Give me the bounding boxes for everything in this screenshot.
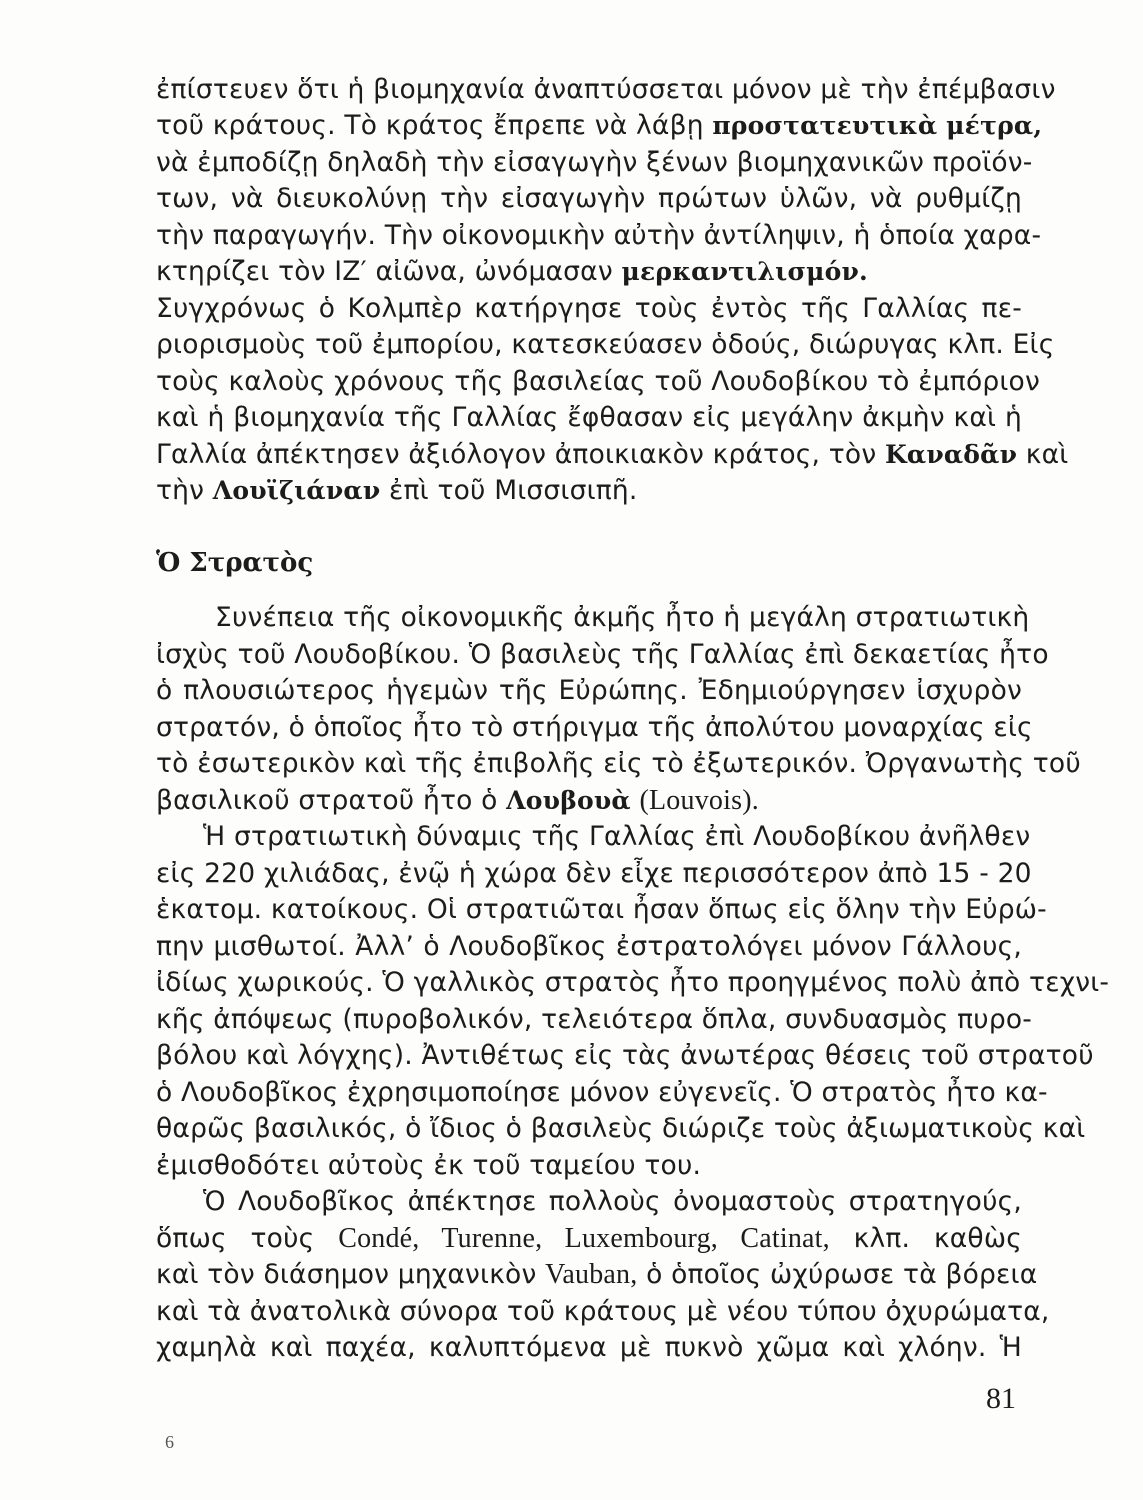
text-line: ριορισμοὺς τοῦ ἐμπορίου, κατεσκεύασεν ὁδούς, διώρυγας κλπ. Εἰς — [156, 329, 1055, 360]
text-line: κτηρίζει τὸν ΙΖ′ αἰῶνα, ὠνόμασαν μερκαντιλισμόν. — [156, 256, 868, 287]
bold-term: Λουβουὰ — [506, 786, 631, 815]
latin-term: Condé, Turenne, Luxembourg, Catinat, — [338, 1223, 830, 1254]
text-line: ἑκατομ. κατοίκους. Οἱ στρατιῶται ἦσαν ὅπως εἰς ὅλην τὴν Εὐρώ- — [156, 894, 1047, 925]
text-line: κῆς ἀπόψεως (πυροβολικόν, τελειότερα ὅπλα, συνδυασμὸς πυρο- — [156, 1004, 1033, 1035]
text-line: τὸ ἐσωτερικὸν καὶ τῆς ἐπιβολῆς εἰς τὸ ἐξωτερικόν. Ὀργανωτὴς τοῦ — [156, 748, 1081, 779]
text-line: εἰς 220 χιλιάδας, ἐνῷ ἡ χώρα δὲν εἶχε περισσότερον ἀπὸ 15 - 20 — [156, 858, 1032, 889]
text-line: ἐμισθοδότει αὐτοὺς ἐκ τοῦ ταμείου του. — [156, 1150, 702, 1181]
text-line: Συνέπεια τῆς οἰκονομικῆς ἀκμῆς ἦτο ἡ μεγάλη στρατιωτικὴ — [215, 602, 1030, 633]
bold-term: Καναδᾶν — [884, 440, 1018, 469]
text-line: βασιλικοῦ στρατοῦ ἦτο ὁ Λουβουὰ (Louvois). — [156, 785, 759, 816]
page-number: 81 — [986, 1382, 1016, 1415]
bold-term: προστατευτικὰ μέτρα, — [712, 111, 1043, 140]
text-line: θαρῶς βασιλικός, ὁ ἴδιος ὁ βασιλεὺς διώριζε τοὺς ἀξιωματικοὺς καὶ — [156, 1113, 1086, 1144]
text-line: χαμηλὰ καὶ παχέα, καλυπτόμενα μὲ πυκνὸ χῶμα καὶ χλόην. Ἡ — [156, 1332, 1022, 1363]
text-line: στρατόν, ὁ ὁποῖος ἦτο τὸ στήριγμα τῆς ἀπολύτου μοναρχίας εἰς — [156, 712, 1033, 743]
text-line: νὰ ἐμποδίζῃ δηλαδὴ τὴν εἰσαγωγὴν ξένων βιομηχανικῶν προϊόν- — [156, 147, 1033, 178]
text-line: πην μισθωτοί. Ἀλλ’ ὁ Λουδοβῖκος ἐστρατολόγει μόνον Γάλλους, — [156, 931, 1022, 962]
text-line: ἰδίως χωρικούς. Ὁ γαλλικὸς στρατὸς ἦτο προηγμένος πολὺ ἀπὸ τεχνι- — [156, 967, 1110, 998]
text-line: καὶ τὸν διάσημον μηχανικὸν Vauban, ὁ ὁποῖος ὠχύρωσε τὰ βόρεια — [156, 1259, 1038, 1290]
text-line: καὶ τὰ ἀνατολικὰ σύνορα τοῦ κράτους μὲ νέου τύπου ὀχυρώματα, — [156, 1296, 1050, 1327]
text-line: Ὁ Λουδοβῖκος ἀπέκτησε πολλοὺς ὀνομαστοὺς στρατηγούς, — [203, 1186, 1022, 1217]
text-line: τὴν παραγωγήν. Τὴν οἰκονομικὴν αὐτὴν ἀντίληψιν, ἡ ὁποία χαρα- — [156, 220, 1042, 251]
text-line: ὁ Λουδοβῖκος ἐχρησιμοποίησε μόνον εὐγενεῖς. Ὁ στρατὸς ἦτο κα- — [156, 1077, 1048, 1108]
text-line: βόλου καὶ λόγχης). Ἀντιθέτως εἰς τὰς ἀνωτέρας θέσεις τοῦ στρατοῦ — [156, 1040, 1094, 1071]
bold-term: Λουϊζιάναν — [212, 476, 381, 505]
text-line: ἐπίστευεν ὅτι ἡ βιομηχανία ἀναπτύσσεται μόνον μὲ τὴν ἐπέμβασιν — [156, 74, 1056, 105]
text-line: Γαλλία ἀπέκτησεν ἀξιόλογον ἀποικιακὸν κράτος, τὸν Καναδᾶν καὶ — [156, 439, 1069, 470]
text-line: ὅπως τοὺς Condé, Turenne, Luxembourg, Catinat, κλπ. καθὼς — [156, 1223, 1022, 1254]
latin-term: Vauban, — [545, 1259, 638, 1290]
text-line: Ἡ στρατιωτικὴ δύναμις τῆς Γαλλίας ἐπὶ Λουδοβίκου ἀνῆλθεν — [203, 821, 1031, 852]
bold-term: μερκαντιλισμόν. — [621, 257, 868, 286]
latin-term: (Louvois). — [639, 785, 759, 816]
section-heading: Ὁ Στρατὸς — [156, 548, 314, 578]
text-line: τοῦ κράτους. Τὸ κράτος ἔπρεπε νὰ λάβῃ προστατευτικὰ μέτρα, — [156, 110, 1043, 141]
signature-mark: 6 — [165, 1432, 174, 1452]
text-line: ἰσχὺς τοῦ Λουδοβίκου. Ὁ βασιλεὺς τῆς Γαλλίας ἐπὶ δεκαετίας ἦτο — [156, 639, 1049, 670]
text-line: ὁ πλουσιώτερος ἡγεμὼν τῆς Εὐρώπης. Ἐδημιούργησεν ἰσχυρὸν — [156, 675, 1022, 706]
text-line: καὶ ἡ βιομηχανία τῆς Γαλλίας ἔφθασαν εἰς μεγάλην ἀκμὴν καὶ ἡ — [156, 402, 1022, 433]
text-line: Συγχρόνως ὁ Κολμπὲρ κατήργησε τοὺς ἐντὸς τῆς Γαλλίας πε- — [156, 293, 1022, 324]
text-line: τοὺς καλοὺς χρόνους τῆς βασιλείας τοῦ Λουδοβίκου τὸ ἐμπόριον — [156, 366, 1040, 397]
text-line: τὴν Λουϊζιάναν ἐπὶ τοῦ Μισσισιπῆ. — [156, 475, 638, 506]
text-line: των, νὰ διευκολύνῃ τὴν εἰσαγωγὴν πρώτων ὑλῶν, νὰ ρυθμίζῃ — [156, 183, 1022, 214]
